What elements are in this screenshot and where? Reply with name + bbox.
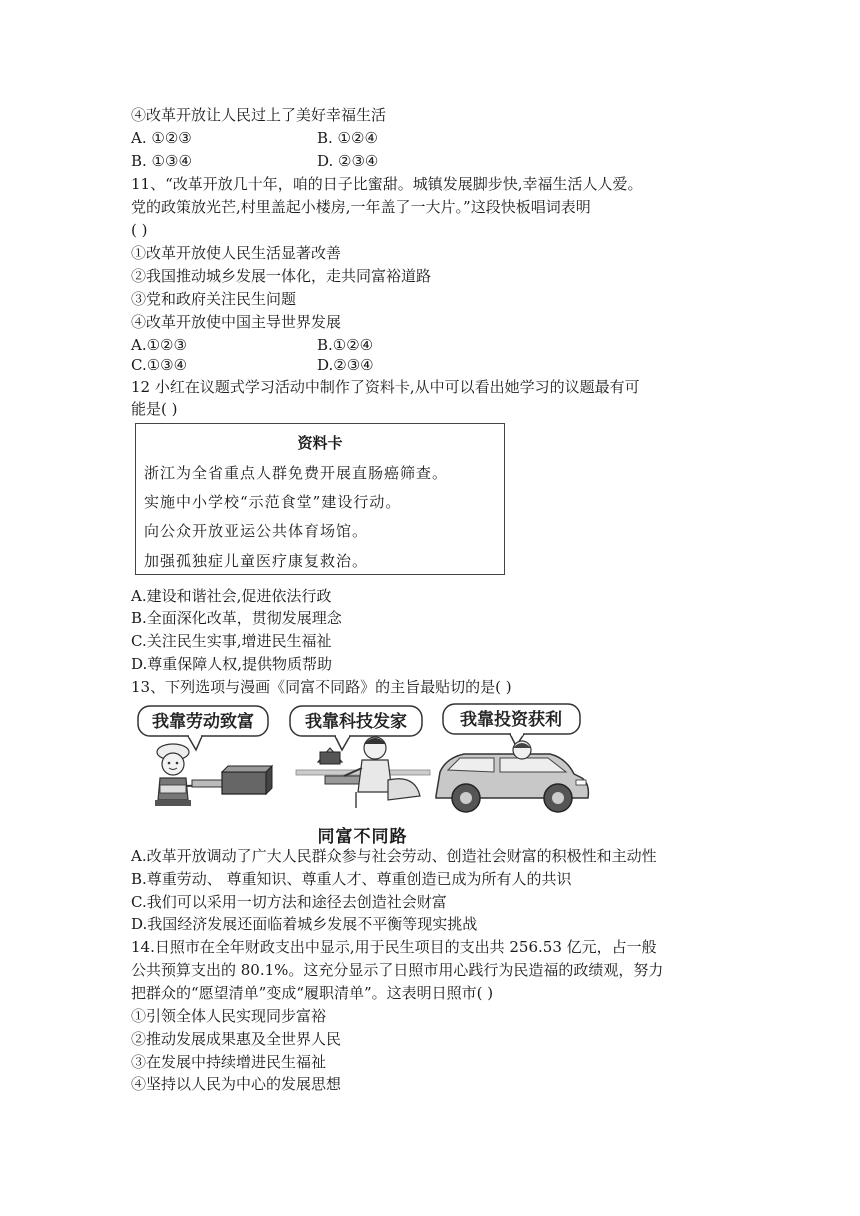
q12-option-a[interactable]: A.建设和谐社会,促进依法行政 [131, 587, 332, 605]
q11-options-row-1 [131, 334, 731, 356]
tech-figure [296, 737, 430, 808]
q14-statement-3: ③在发展中持续增进民生福祉 [131, 1053, 327, 1071]
q12-option-c[interactable]: C.关注民生实事,增进民生福祉 [131, 632, 332, 650]
q11-statement-3: ③党和政府关注民生问题 [131, 290, 297, 308]
q12-stem-line-1: 12 小红在议题式学习活动中制作了资料卡,从中可以看出她学习的议题最有可 [131, 378, 640, 396]
q12-option-b[interactable]: B.全面深化改革，贯彻发展理念 [131, 609, 342, 627]
q11-option-a[interactable]: A.①②③ [131, 336, 187, 354]
q13-option-d[interactable]: D.我国经济发展还面临着城乡发展不平衡等现实挑战 [131, 915, 478, 933]
q10-option-d[interactable]: D. ②③④ [317, 152, 379, 170]
q14-stem-line-2: 公共预算支出的 80.1%。这充分显示了日照市用心践行为民造福的政绩观，努力 [131, 961, 664, 979]
q12-option-d[interactable]: D.尊重保障人权,提供物质帮助 [131, 655, 333, 673]
q13-option-c[interactable]: C.我们可以采用一切方法和途径去创造社会财富 [131, 893, 447, 911]
q12-stem-line-2: 能是( ) [131, 400, 178, 418]
speech-bubble-tech [290, 706, 422, 750]
info-card-line-1: 浙江为全省重点人群免费开展直肠癌筛查。 [144, 464, 449, 482]
worker-figure [155, 744, 272, 806]
q10-options-row-2 [131, 150, 731, 172]
q11-statement-1: ①改革开放使人民生活显著改善 [131, 244, 342, 262]
info-card-line-3: 向公众开放亚运公共体育场馆。 [144, 522, 369, 540]
q11-stem-line-2: 党的政策放光芒,村里盖起小楼房,一年盖了一大片。”这段快板唱词表明 [131, 198, 591, 216]
q10-option-c[interactable]: B. ①③④ [131, 152, 192, 170]
q11-stem-line-3: ( ) [131, 221, 148, 239]
info-card-line-4: 加强孤独症儿童医疗康复救治。 [144, 552, 369, 570]
comic-caption: 同富不同路 [317, 827, 408, 847]
bubble-text-labor: 我靠劳动致富 [152, 712, 254, 732]
info-card [135, 423, 505, 575]
q11-option-c[interactable]: C.①③④ [131, 356, 188, 374]
bubble-text-invest: 我靠投资获利 [460, 710, 562, 730]
q14-statement-1: ①引领全体人民实现同步富裕 [131, 1007, 327, 1025]
q13-option-b[interactable]: B.尊重劳动、 尊重知识、尊重人才、尊重创造已成为所有人的共识 [131, 870, 572, 888]
q10-option-b[interactable]: B. ①②④ [317, 129, 378, 147]
q11-statement-2: ②我国推动城乡发展一体化，走共同富裕道路 [131, 267, 432, 285]
q14-statement-4: ④坚持以人民为中心的发展思想 [131, 1075, 342, 1093]
q10-statement-4: ④改革开放让人民过上了美好幸福生活 [131, 106, 387, 124]
q11-options-row-2 [131, 354, 731, 376]
speech-bubble-labor [138, 706, 268, 750]
q10-options-row-1 [131, 127, 731, 149]
q11-statement-4: ④改革开放使中国主导世界发展 [131, 313, 342, 331]
q11-option-d[interactable]: D.②③④ [317, 356, 374, 374]
q13-stem: 13、下列选项与漫画《同富不同路》的主旨最贴切的是( ) [131, 678, 512, 696]
car-figure [436, 741, 588, 812]
info-card-title: 资料卡 [297, 434, 343, 452]
q10-option-a[interactable]: A. ①②③ [131, 129, 192, 147]
q14-stem-line-3: 把群众的“愿望清单”变成“履职清单”。这表明日照市( ) [131, 984, 494, 1002]
bubble-text-tech: 我靠科技发家 [305, 712, 407, 732]
speech-bubble-invest [443, 704, 580, 746]
q13-option-a[interactable]: A.改革开放调动了广大人民群众参与社会劳动、创造社会财富的积极性和主动性 [131, 847, 657, 865]
info-card-line-2: 实施中小学校“示范食堂”建设行动。 [144, 493, 402, 511]
q11-stem-line-1: 11、“改革开放几十年，咱的日子比蜜甜。城镇发展脚步快,幸福生活人人爱。 [131, 175, 643, 193]
q14-stem-line-1: 14.日照市在全年财政支出中显示,用于民生项目的支出共 256.53 亿元，占一般 [131, 938, 657, 956]
q14-statement-2: ②推动发展成果惠及全世界人民 [131, 1030, 342, 1048]
q11-option-b[interactable]: B.①②④ [317, 336, 374, 354]
